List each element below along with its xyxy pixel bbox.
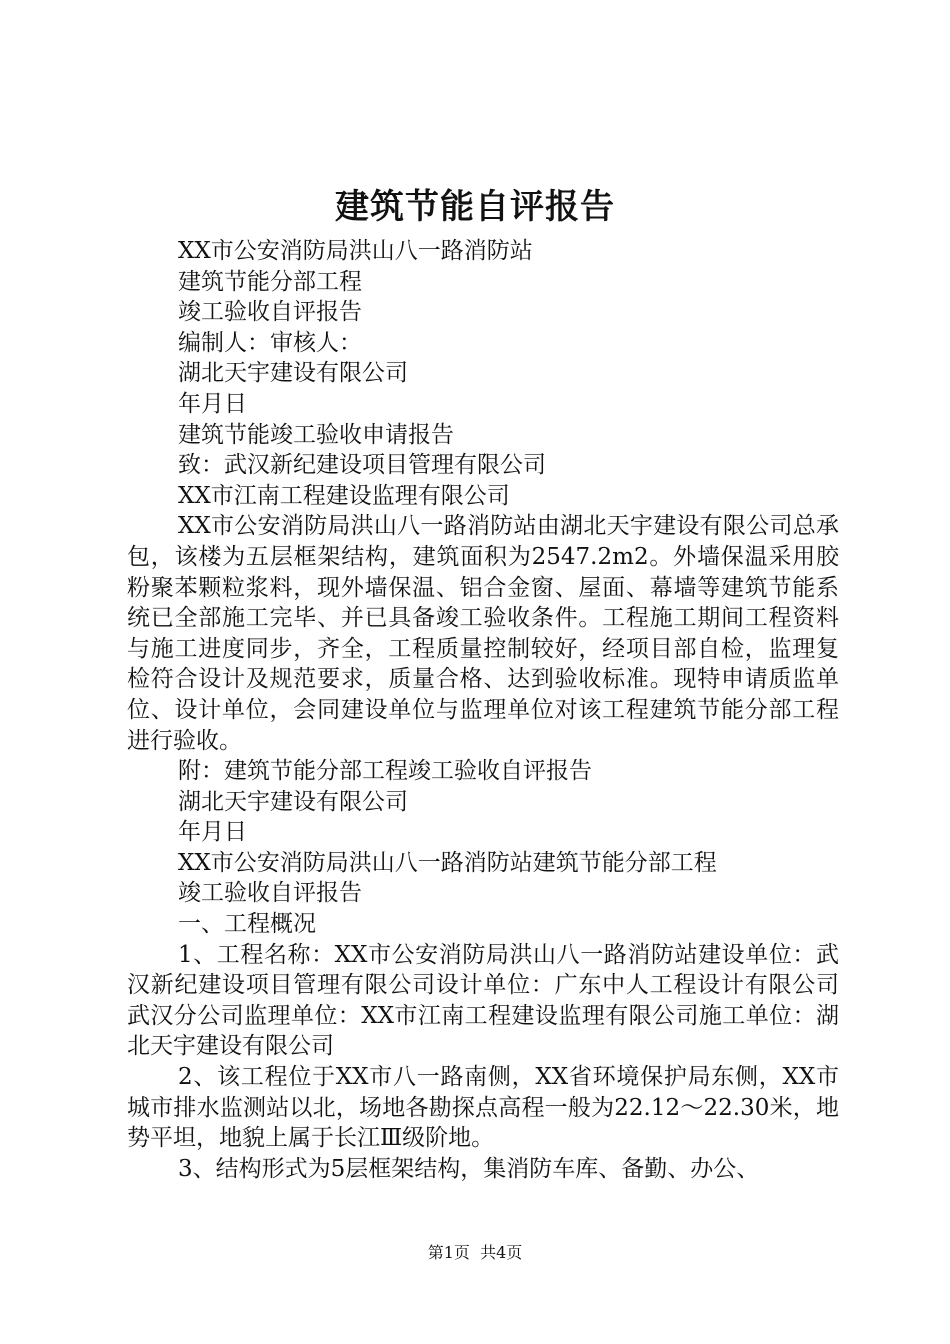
paragraph-editors: 编制人：审核人： xyxy=(178,329,362,356)
paragraph-date-sign: 年月日 xyxy=(178,819,247,846)
page-number: 第1页 xyxy=(427,1243,470,1262)
page-footer xyxy=(0,1243,950,1263)
paragraph-application-body: XX市公安消防局洪山八一路消防站由湖北天宇建设有限公司总承包，该楼为五层框架结构，建筑面积为2547.2m2。外墙保温采用胶粉聚苯颗粒浆料，现外墙保温、铝合金窗、屋面、幕墙等建筑节能系统已全部施工完毕、并已具备竣工验收条件。工程施工期间工程资料与施工进度同步，齐全，工程质量控制较好，经项目部自检，监理复检符合设计及规范要求，质量合格、达到验收标准。现特申请质监单位、设计单位，会同建设单位与监理单位对该工程建筑节能分部工程进行验收。 xyxy=(127,513,839,754)
paragraph-report-title-2: 竣工验收自评报告 xyxy=(178,880,362,907)
page-total: 共4页 xyxy=(480,1243,523,1262)
section-heading-overview: 一、工程概况 xyxy=(178,911,316,938)
paragraph-subtitle-2: 竣工验收自评报告 xyxy=(178,299,362,326)
document-body xyxy=(127,236,839,1184)
paragraph-addressee-1: 致：武汉新纪建设项目管理有限公司 xyxy=(178,452,546,479)
paragraph-report-title-1: XX市公安消防局洪山八一路消防站建筑节能分部工程 xyxy=(178,849,717,876)
paragraph-addressee-2: XX市江南工程建设监理有限公司 xyxy=(178,482,510,509)
paragraph-attachment: 附：建筑节能分部工程竣工验收自评报告 xyxy=(178,758,592,785)
paragraph-item-2: 2、该工程位于XX市八一路南侧，XX省环境保护局东侧，XX市城市排水监测站以北，场地各勘探点高程一般为22.12～22.30米，地势平坦，地貌上属于长江Ⅲ级阶地。 xyxy=(127,1064,839,1152)
paragraph-company: 湖北天宇建设有限公司 xyxy=(178,360,408,387)
paragraph-project-name: XX市公安消防局洪山八一路消防站 xyxy=(178,238,533,264)
paragraph-application-title: 建筑节能竣工验收申请报告 xyxy=(178,421,454,448)
paragraph-item-3: 3、结构形式为5层框架结构，集消防车库、备勤、办公、 xyxy=(178,1155,760,1182)
paragraph-subtitle-1: 建筑节能分部工程 xyxy=(178,268,362,295)
paragraph-company-sign: 湖北天宇建设有限公司 xyxy=(178,788,408,815)
paragraph-date: 年月日 xyxy=(178,390,247,417)
paragraph-item-1: 1、工程名称：XX市公安消防局洪山八一路消防站建设单位：武汉新纪建设项目管理有限公司设计单位：广东中人工程设计有限公司武汉分公司监理单位：XX市江南工程建设监理有限公司施工单位：湖北天宇建设有限公司 xyxy=(127,941,839,1060)
document-title: 建筑节能自评报告 xyxy=(335,187,615,227)
